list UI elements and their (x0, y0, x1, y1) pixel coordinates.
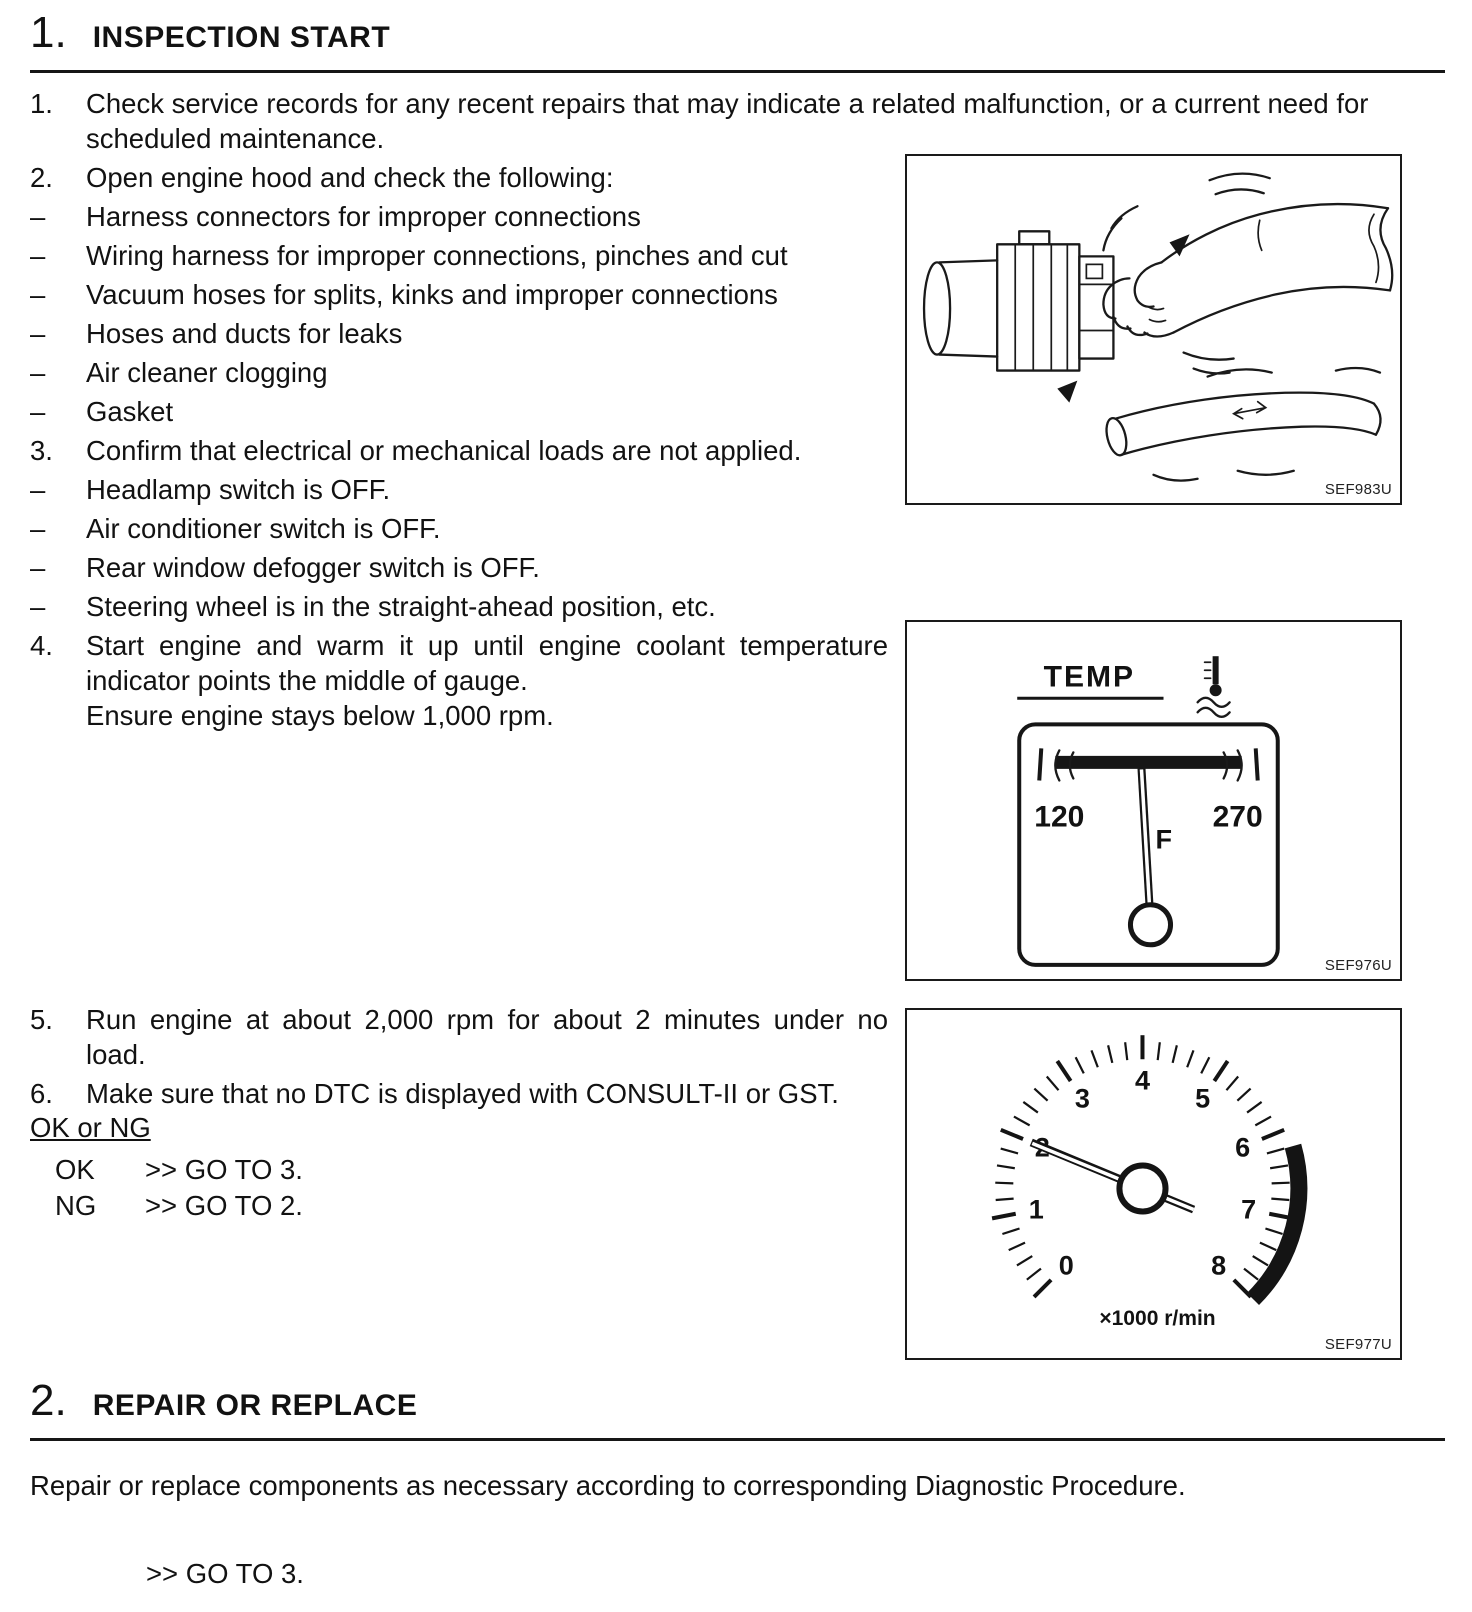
tachometer-unit: ×1000 r/min (1099, 1306, 1216, 1330)
step-text: Harness connectors for improper connections (86, 201, 641, 232)
step-marker: 4. (30, 630, 53, 661)
step-item (30, 160, 888, 195)
section2-heading (30, 1376, 1445, 1441)
step-text: Open engine hood and check the following: (86, 162, 614, 193)
decision-row (55, 1188, 303, 1224)
step-text: Air conditioner switch is OFF. (86, 513, 441, 544)
hand-drawing (1103, 204, 1392, 337)
temp-scale-max: 270 (1212, 800, 1263, 834)
step-text: Wiring harness for improper connections, pinches and cut (86, 240, 788, 271)
decision-heading: OK or NG (30, 1112, 151, 1143)
step-marker: – (30, 357, 46, 388)
step-item (30, 1002, 888, 1072)
section1-number: 1. (30, 8, 67, 57)
step-marker: – (30, 201, 46, 232)
tach-label-4: 4 (1134, 1065, 1151, 1096)
step-item (30, 1076, 888, 1111)
tach-label-3: 3 (1074, 1083, 1090, 1114)
section1-heading (30, 8, 1445, 73)
step-marker: – (30, 318, 46, 349)
temp-scale-min: 120 (1034, 800, 1085, 834)
air-duct-drawing (924, 231, 1113, 370)
temp-needle-label: F (1155, 824, 1173, 855)
harness-check-illustration (907, 156, 1400, 503)
needle-hub (1119, 1165, 1165, 1211)
step-marker: 1. (30, 88, 53, 119)
step-text: Air cleaner clogging (86, 357, 328, 388)
gauge-needle (1141, 768, 1150, 922)
figure-code: SEF976U (1324, 957, 1392, 974)
tach-label-5: 5 (1195, 1083, 1211, 1114)
step-text: Confirm that electrical or mechanical loads are not applied. (86, 435, 802, 466)
section1-title: INSPECTION START (92, 21, 391, 54)
step-marker: – (30, 279, 46, 310)
hose-drawing (1103, 368, 1380, 481)
step-item (30, 394, 888, 429)
tach-label-1: 1 (1028, 1194, 1044, 1225)
needle-hub (1130, 905, 1170, 945)
step-marker: – (30, 552, 46, 583)
tach-label-6: 6 (1235, 1132, 1251, 1163)
step-item (30, 628, 888, 733)
step-item (30, 238, 888, 273)
decision-action: >> GO TO 3. (145, 1154, 303, 1185)
section2-body: Repair or replace components as necessary according to corresponding Diagnostic Procedure. (30, 1470, 1186, 1501)
tach-label-7: 7 (1241, 1194, 1257, 1225)
tachometer-illustration (907, 1010, 1400, 1358)
decision-label: OK (55, 1154, 95, 1185)
step-text: Check service records for any recent repairs that may indicate a related malfunction, or a current need for scheduled maintenance. (86, 88, 1369, 154)
arrow-up-icon (1057, 381, 1077, 403)
crack-mark (1234, 402, 1266, 419)
decision-label: NG (55, 1190, 97, 1221)
redline-band (1253, 1146, 1299, 1299)
step-item (30, 199, 888, 234)
step-text (86, 628, 888, 733)
step-text: Rear window defogger switch is OFF. (86, 552, 540, 583)
step-item (30, 86, 1442, 156)
step-text: Vacuum hoses for splits, kinks and improper connections (86, 279, 778, 310)
step-item (30, 433, 888, 468)
step-item (30, 277, 888, 312)
step-marker: 2. (30, 162, 53, 193)
decision-row (55, 1152, 303, 1188)
figure-tachometer (905, 1008, 1402, 1360)
step-marker: 3. (30, 435, 53, 466)
step-marker: – (30, 474, 46, 505)
step-text: Gasket (86, 396, 174, 427)
step-marker: – (30, 240, 46, 271)
step-text: Steering wheel is in the straight-ahead position, etc. (86, 591, 716, 622)
tach-label-0: 0 (1058, 1250, 1074, 1281)
step-marker: – (30, 396, 46, 427)
coolant-temp-icon (1198, 656, 1230, 717)
tachometer-needle (1031, 1142, 1193, 1209)
step-text-line: Start engine and warm it up until engine coolant temperature indicator points the middle of gauge. (86, 630, 888, 696)
step-item (30, 511, 888, 546)
step-text-line: Ensure engine stays below 1,000 rpm. (86, 700, 554, 731)
step-item (30, 472, 888, 507)
section2-action: >> GO TO 3. (146, 1558, 304, 1589)
figure-code: SEF977U (1324, 1336, 1392, 1353)
section2-title: REPAIR OR REPLACE (92, 1389, 418, 1422)
figure-temp-gauge (905, 620, 1402, 981)
step-marker: – (30, 591, 46, 622)
step-text: Headlamp switch is OFF. (86, 474, 391, 505)
figure-harness-check (905, 154, 1402, 505)
step-marker: 5. (30, 1004, 53, 1035)
step-item (30, 589, 888, 624)
inspection-steps-lower (30, 1002, 888, 1115)
step-text: Hoses and ducts for leaks (86, 318, 403, 349)
section2-number: 2. (30, 1376, 67, 1425)
step-text: Run engine at about 2,000 rpm for about 2 minutes under no load. (86, 1004, 888, 1070)
step-item (30, 550, 888, 585)
motion-marks (1057, 174, 1269, 403)
temp-gauge-title: TEMP (1043, 660, 1136, 694)
step-text: Make sure that no DTC is displayed with CONSULT-II or GST. (86, 1078, 839, 1109)
step-item (30, 355, 888, 390)
step-marker: – (30, 513, 46, 544)
temp-gauge-illustration (907, 622, 1400, 979)
figure-code: SEF983U (1324, 481, 1392, 498)
decision-block (30, 1110, 303, 1224)
step-marker: 6. (30, 1078, 53, 1109)
step-item (30, 316, 888, 351)
tach-label-8: 8 (1211, 1250, 1227, 1281)
decision-action: >> GO TO 2. (145, 1190, 303, 1221)
